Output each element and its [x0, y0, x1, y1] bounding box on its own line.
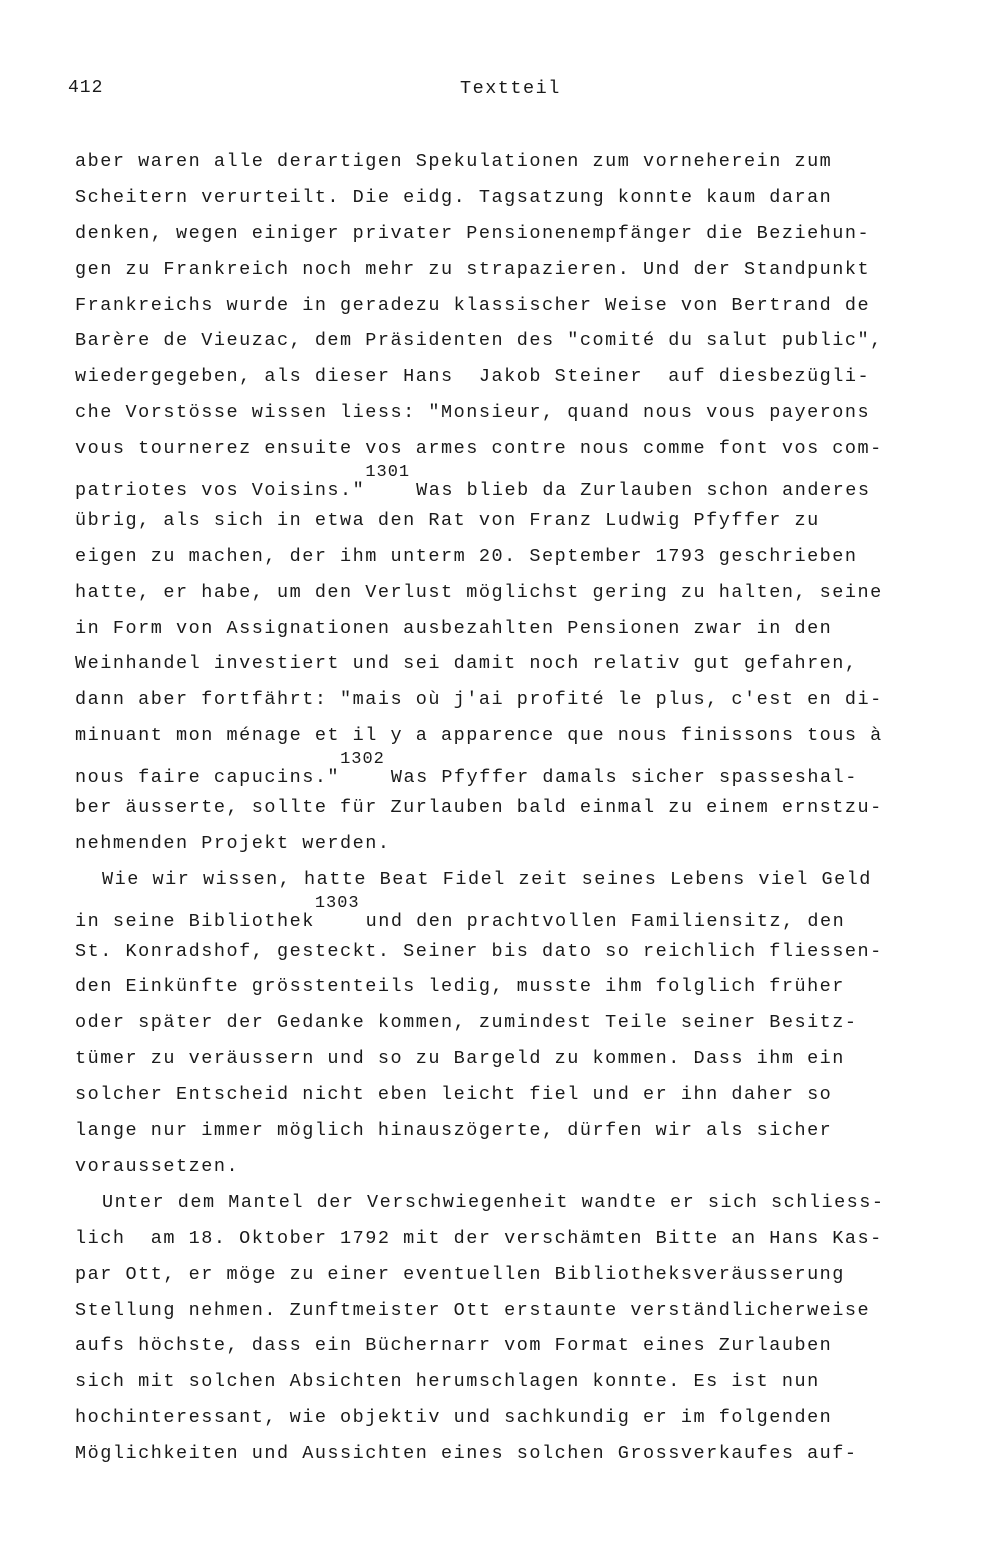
page-number: 412 — [68, 78, 104, 98]
text-segment: patriotes vos Voisins." — [75, 480, 366, 502]
text-line — [75, 893, 955, 934]
text-line: oder später der Gedanke kommen, zumindest Teile seiner Besitz- — [75, 1012, 858, 1034]
text-line: Weinhandel investiert und sei damit noch relativ gut gefahren, — [75, 653, 858, 675]
text-line — [75, 463, 955, 503]
text-line: hochinteressant, wie objektiv und sachkundig er im folgenden — [75, 1407, 833, 1429]
text-line: eigen zu machen, der ihm unterm 20. September 1793 geschrieben — [75, 545, 858, 567]
text-line: dann aber fortfährt: "mais où j'ai profité le plus, c'est en di- — [75, 689, 883, 711]
footnote-ref-1303: 1303 — [314, 893, 360, 913]
paragraph-start-line: Unter dem Mantel der Verschwiegenheit wandte er sich schliess- — [102, 1191, 885, 1213]
text-line: denken, wegen einiger privater Pensionenempfänger die Beziehun- — [75, 222, 871, 244]
footnote-ref-1301: 1301 — [365, 463, 411, 483]
text-segment: Was blieb da Zurlauben schon anderes — [416, 480, 871, 502]
text-line: lange nur immer möglich hinauszögerte, dürfen wir als sicher — [75, 1120, 833, 1142]
text-line: solcher Entscheid nicht eben leicht fiel und er ihn daher so — [75, 1084, 833, 1106]
text-line: Frankreichs wurde in geradezu klassischer Weise von Bertrand de — [75, 294, 871, 316]
text-line: gen zu Frankreich noch mehr zu strapazieren. Und der Standpunkt — [75, 258, 871, 280]
text-line: vous tournerez ensuite vos armes contre nous comme font vos com- — [75, 438, 883, 460]
text-line: Stellung nehmen. Zunftmeister Ott erstaunte verständlicherweise — [75, 1299, 871, 1321]
text-line: hatte, er habe, um den Verlust möglichst gering zu halten, seine — [75, 581, 883, 603]
text-line: Möglichkeiten und Aussichten eines solchen Grossverkaufes auf- — [75, 1443, 858, 1465]
text-line: voraussetzen. — [75, 1155, 240, 1177]
footnote-ref-1302: 1302 — [340, 750, 385, 770]
text-line: Scheitern verurteilt. Die eidg. Tagsatzung konnte kaum daran — [75, 186, 833, 208]
text-line: minuant mon ménage et il y a apparence que nous finissons tous à — [75, 725, 883, 747]
text-segment: nous faire capucins." — [75, 767, 341, 789]
text-line: den Einkünfte grösstenteils ledig, musste ihm folglich früher — [75, 976, 845, 998]
text-line: St. Konradshof, gesteckt. Seiner bis dato so reichlich fliessen- — [75, 940, 883, 962]
text-line: lich am 18. Oktober 1792 mit der verschämten Bitte an Hans Kas- — [75, 1227, 883, 1249]
text-line: aber waren alle derartigen Spekulationen zum vorneherein zum — [75, 151, 833, 172]
text-segment: in seine Bibliothek — [75, 910, 315, 932]
text-line: tümer zu veräussern und so zu Bargeld zu kommen. Dass ihm ein — [75, 1048, 845, 1070]
page-header — [68, 78, 948, 108]
text-line: par Ott, er möge zu einer eventuellen Bibliotheksveräusserung — [75, 1263, 845, 1285]
text-line: ber äusserte, sollte für Zurlauben bald einmal zu einem ernstzu- — [75, 797, 883, 819]
body-text — [75, 144, 955, 1472]
text-segment: Was Pfyffer damals sicher spasseshal- — [390, 767, 858, 789]
text-line: nehmenden Projekt werden. — [75, 832, 391, 854]
text-line: wiedergegeben, als dieser Hans Jakob Steiner auf diesbezügli- — [75, 366, 871, 388]
text-line: in Form von Assignationen ausbezahlten Pensionen zwar in den — [75, 617, 833, 639]
text-line: übrig, als sich in etwa den Rat von Franz Ludwig Pfyffer zu — [75, 509, 820, 531]
text-segment: und den prachtvollen Familiensitz, den — [365, 910, 846, 932]
text-line: sich mit solchen Absichten herumschlagen konnte. Es ist nun — [75, 1371, 820, 1393]
text-line: che Vorstösse wissen liess: "Monsieur, quand nous vous payerons — [75, 402, 871, 424]
text-line: Barère de Vieuzac, dem Präsidenten des "comité du salut public", — [75, 330, 883, 352]
text-line: aufs höchste, dass ein Büchernarr vom Format eines Zurlauben — [75, 1335, 833, 1357]
running-title: Textteil — [460, 78, 561, 99]
text-line — [75, 750, 955, 790]
paragraph-start-line: Wie wir wissen, hatte Beat Fidel zeit seines Lebens viel Geld — [102, 868, 872, 890]
